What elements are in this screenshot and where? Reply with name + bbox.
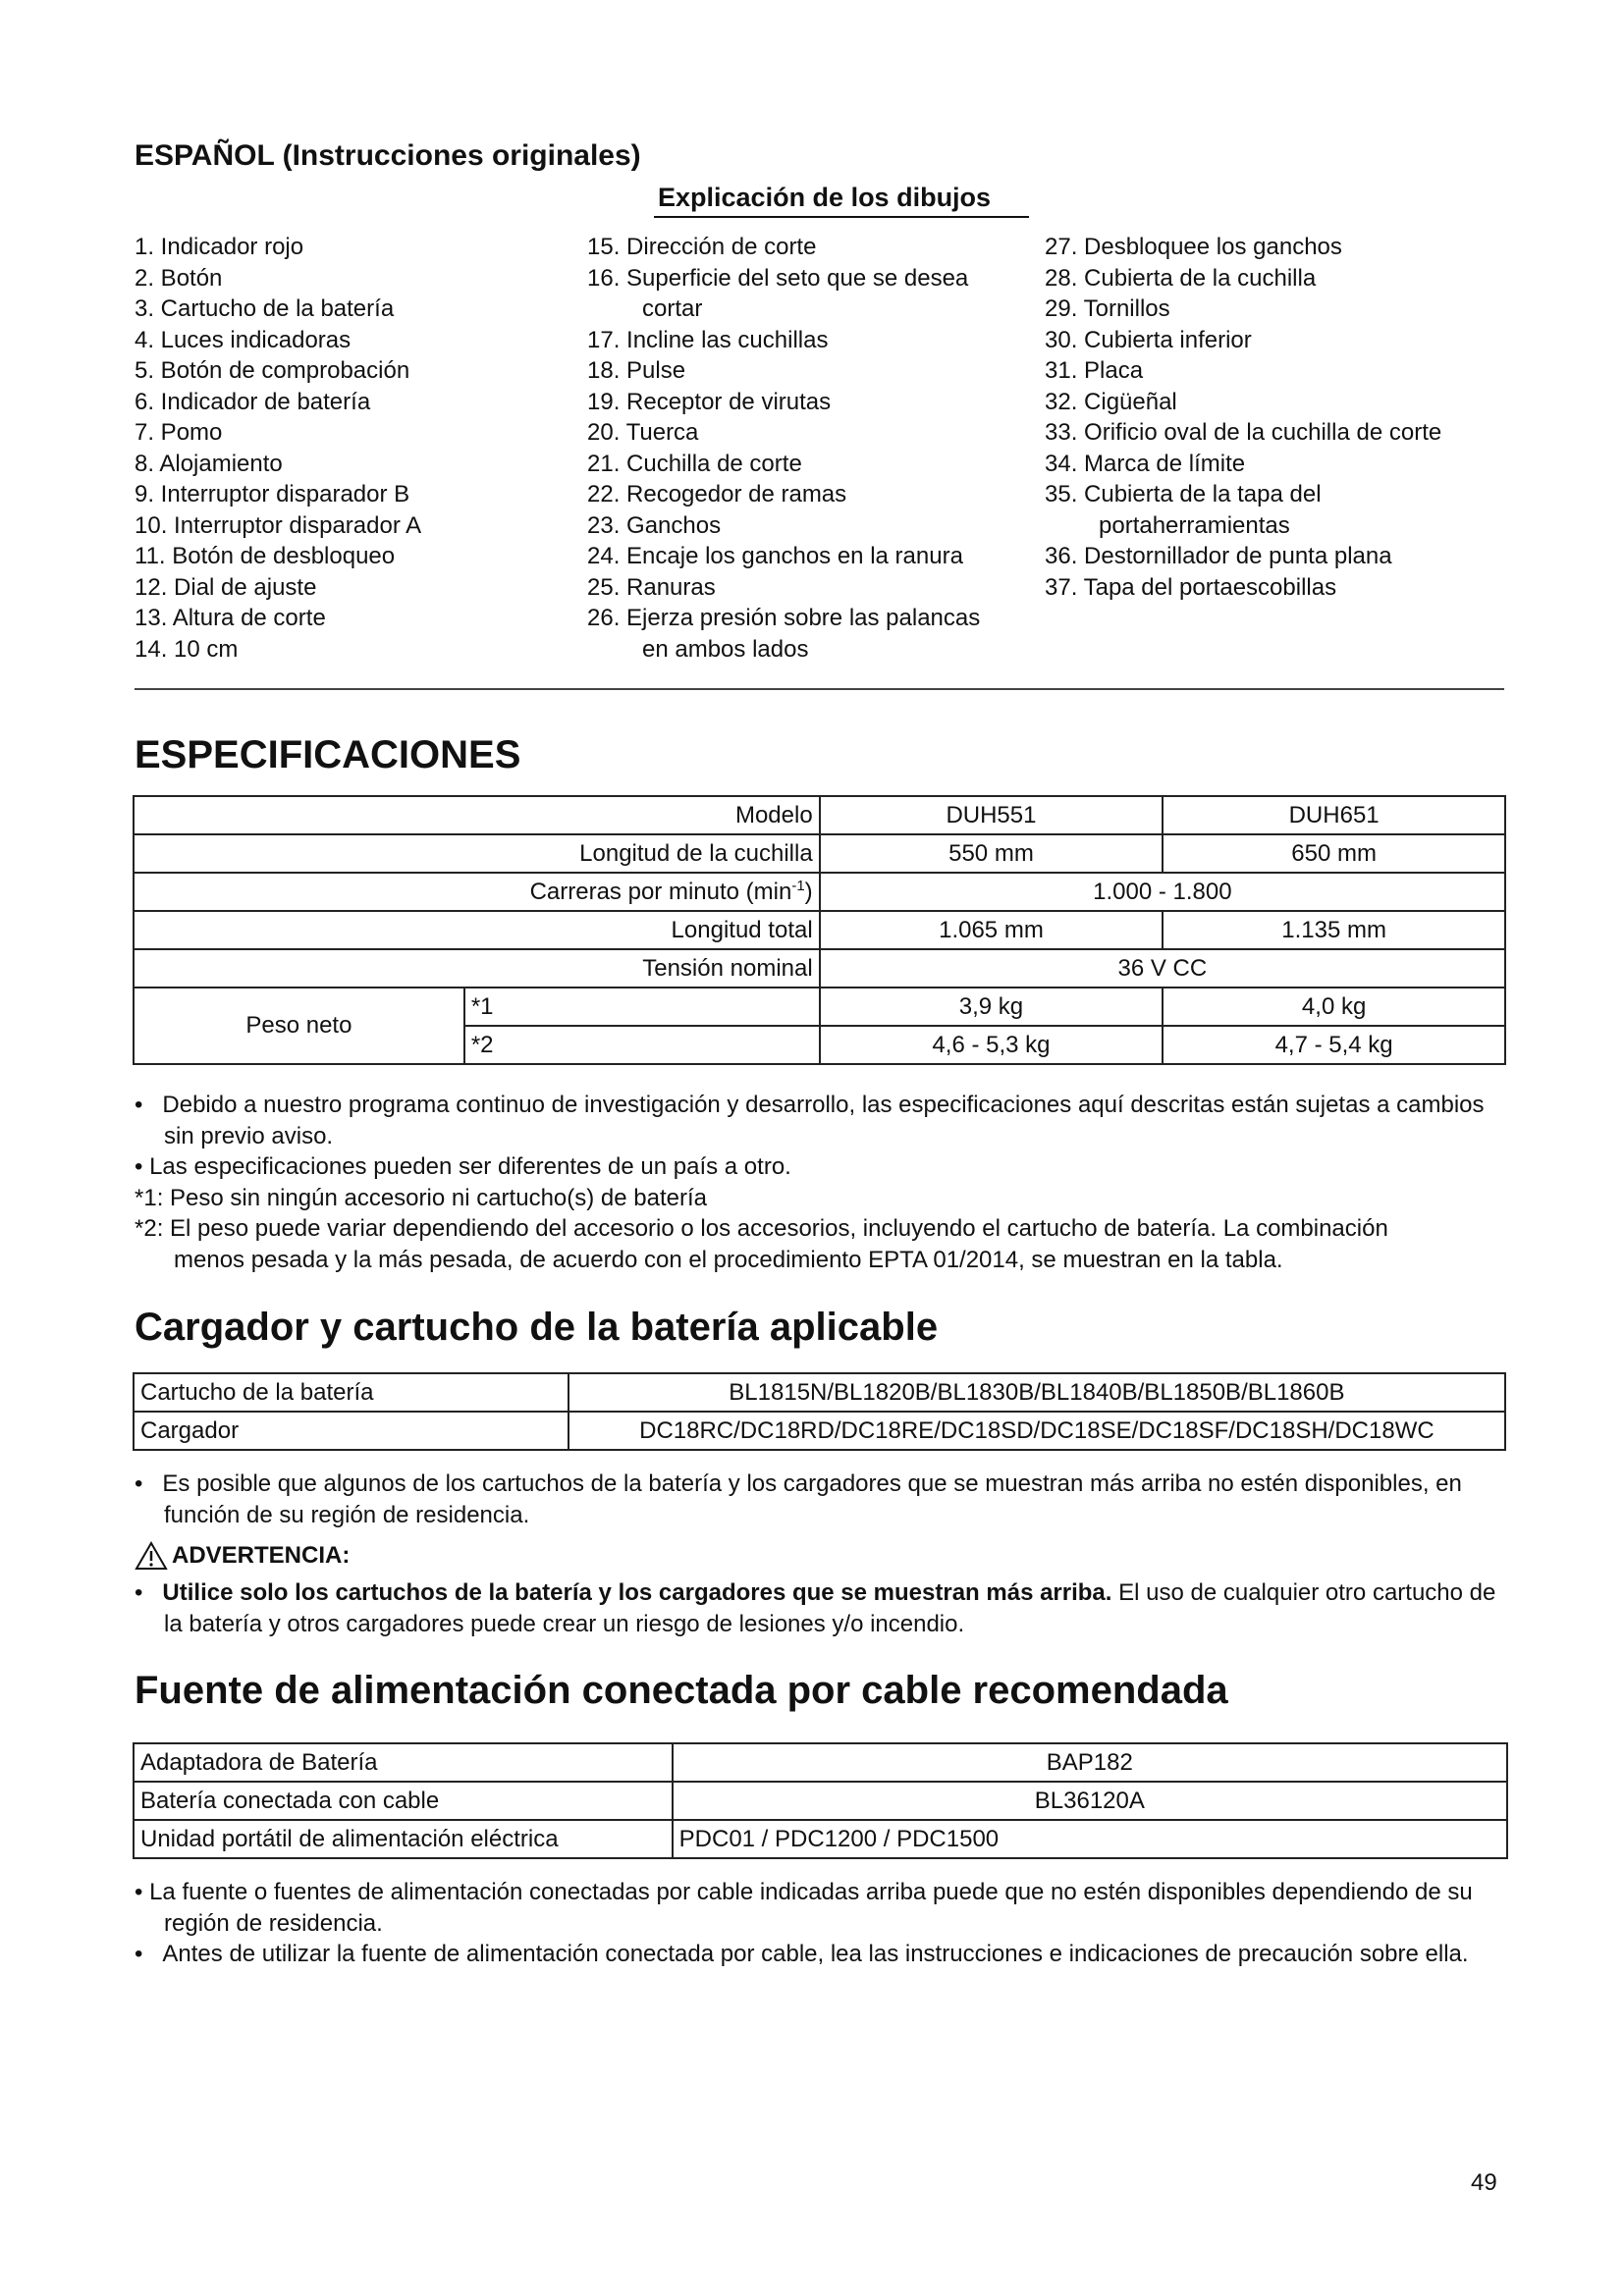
warning-triangle-icon: [135, 1541, 168, 1571]
note-text: La fuente o fuentes de alimentación conectadas por cable indicadas arriba puede que no estén disponibles dependiendo de su región de residencia.: [149, 1879, 1473, 1937]
legend-item: 1. Indicador rojo: [135, 234, 304, 260]
strokes-label: Carreras por minuto (min: [529, 879, 792, 905]
legend-item-continuation: cortar: [642, 295, 703, 322]
table-cell: Tensión nominal: [134, 949, 820, 988]
legend-item: 26. Ejerza presión sobre las palancas: [587, 605, 981, 631]
legend-item: 34. Marca de límite: [1045, 450, 1246, 477]
legend-item: 31. Placa: [1045, 357, 1144, 384]
strokes-label-end: ): [804, 879, 813, 905]
legend-item: 7. Pomo: [135, 419, 223, 446]
table-cell: 4,6 - 5,3 kg: [820, 1026, 1164, 1064]
table-cell: DC18RC/DC18RD/DC18RE/DC18SD/DC18SE/DC18SF/DC18SH/DC18WC: [568, 1412, 1505, 1450]
legend-item: 30. Cubierta inferior: [1045, 326, 1252, 353]
drawings-title: Explicación de los dibujos: [658, 183, 992, 212]
table-row: [134, 949, 1505, 988]
legend-item: 10. Interruptor disparador A: [135, 511, 422, 539]
table-cell: Modelo: [134, 796, 820, 834]
page-number: 49: [1471, 2169, 1497, 2196]
table-cell: Cargador: [134, 1412, 568, 1450]
table-cell: Peso neto: [134, 988, 464, 1064]
table-cell: 3,9 kg: [820, 988, 1164, 1026]
charger-table: [133, 1372, 1506, 1451]
note-item: • Debido a nuestro programa continuo de investigación y desarrollo, las especificaciones aquí descritas están sujetas a cambios sin previo aviso.: [135, 1092, 1485, 1149]
warning-title: ADVERTENCIA:: [172, 1542, 351, 1569]
table-row: [134, 1743, 1507, 1782]
legend-column-2: [587, 232, 980, 665]
legend-item: 9. Interruptor disparador B: [135, 481, 410, 507]
legend-item: 37. Tapa del portaescobillas: [1045, 573, 1337, 601]
legend-item-continuation: en ambos lados: [642, 635, 809, 663]
table-row: [134, 834, 1505, 873]
language-title: ESPAÑOL (Instrucciones originales): [135, 139, 641, 172]
legend-item: 18. Pulse: [587, 357, 686, 384]
legend-item: 27. Desbloquee los ganchos: [1045, 234, 1342, 260]
table-cell: 650 mm: [1163, 834, 1505, 873]
legend-item: 32. Cigüeñal: [1045, 388, 1177, 415]
charger-title: Cargador y cartucho de la batería aplicable: [135, 1306, 939, 1349]
legend-item-continuation: portaherramientas: [1099, 511, 1290, 539]
note-text: Las especificaciones pueden ser diferentes de un país a otro.: [149, 1153, 791, 1180]
legend-item: 28. Cubierta de la cuchilla: [1045, 264, 1317, 292]
legend-item: 17. Incline las cuchillas: [587, 326, 829, 353]
table-cell: Unidad portátil de alimentación eléctrica: [134, 1820, 673, 1858]
legend-item: 16. Superficie del seto que se desea: [587, 264, 969, 292]
table-cell: 1.065 mm: [820, 911, 1164, 949]
legend-item: 19. Receptor de virutas: [587, 388, 832, 415]
table-cell: *1: [464, 988, 820, 1026]
table-cell: 550 mm: [820, 834, 1164, 873]
note-item: *1: Peso sin ningún accesorio ni cartucho(s) de batería: [135, 1184, 707, 1211]
spec-notes: [135, 1090, 1509, 1275]
warning-bold: Utilice solo los cartuchos de la batería y los cargadores que se muestran más arriba.: [162, 1579, 1112, 1606]
specs-title: ESPECIFICACIONES: [135, 733, 521, 776]
legend-column-1: [135, 232, 421, 665]
legend-item: 33. Orificio oval de la cuchilla de corte: [1045, 419, 1442, 446]
charger-notes: [135, 1468, 1509, 1530]
legend-item: 3. Cartucho de la batería: [135, 295, 395, 322]
note-item: • Las especificaciones pueden ser diferentes de un país a otro.: [135, 1153, 791, 1180]
table-cell: Batería conectada con cable: [134, 1782, 673, 1820]
table-cell: DUH651: [1163, 796, 1505, 834]
legend-item: 14. 10 cm: [135, 635, 239, 663]
table-cell: DUH551: [820, 796, 1164, 834]
table-row: [134, 1373, 1505, 1412]
legend-item: 8. Alojamiento: [135, 450, 283, 477]
title-underline: [654, 216, 1029, 218]
table-row: [134, 1820, 1507, 1858]
legend-item: 4. Luces indicadoras: [135, 326, 352, 353]
legend-item: 6. Indicador de batería: [135, 388, 371, 415]
legend-item: 23. Ganchos: [587, 511, 722, 539]
table-row: [134, 1782, 1507, 1820]
table-row: [134, 988, 1505, 1026]
legend-item: 12. Dial de ajuste: [135, 573, 317, 601]
legend-item: 25. Ranuras: [587, 573, 716, 601]
legend-item: 21. Cuchilla de corte: [587, 450, 802, 477]
warning-notes: [135, 1577, 1509, 1639]
strokes-superscript: -1: [791, 878, 805, 894]
note-item-continuation: menos pesada y la más pesada, de acuerdo con el procedimiento EPTA 01/2014, se muestran en la tabla.: [174, 1246, 1283, 1273]
note-item: • Antes de utilizar la fuente de alimentación conectada por cable, lea las instrucciones e indicaciones de precaución sobre ella.: [135, 1941, 1469, 1967]
legend-item: 13. Altura de corte: [135, 605, 326, 631]
note-item: • La fuente o fuentes de alimentación conectadas por cable indicadas arriba puede que no estén disponibles dependiendo de su región de residencia.: [135, 1879, 1473, 1937]
legend-item: 35. Cubierta de la tapa del: [1045, 481, 1322, 507]
table-row: [134, 1412, 1505, 1450]
legend-column-3: [1045, 232, 1441, 603]
section-divider: [135, 688, 1504, 690]
legend-item: 15. Dirección de corte: [587, 234, 817, 260]
table-cell: BL36120A: [673, 1782, 1507, 1820]
table-cell: *2: [464, 1026, 820, 1064]
table-cell: 4,7 - 5,4 kg: [1163, 1026, 1505, 1064]
table-cell: Adaptadora de Batería: [134, 1743, 673, 1782]
table-cell: 1.000 - 1.800: [820, 873, 1505, 911]
table-row: [134, 796, 1505, 834]
table-row: [134, 873, 1505, 911]
note-text: Es posible que algunos de los cartuchos de la batería y los cargadores que se muestran más arriba no estén disponibles, en función de su región de residencia.: [162, 1470, 1462, 1528]
table-cell: 36 V CC: [820, 949, 1505, 988]
note-text: Antes de utilizar la fuente de alimentación conectada por cable, lea las instrucciones e indicaciones de precaución sobre ella.: [162, 1941, 1469, 1967]
legend-item: 5. Botón de comprobación: [135, 357, 410, 384]
table-cell: Longitud de la cuchilla: [134, 834, 820, 873]
legend-item: 11. Botón de desbloqueo: [135, 543, 396, 569]
warning-heading: [135, 1541, 350, 1571]
power-notes: [135, 1877, 1509, 1970]
legend-item: 20. Tuerca: [587, 419, 699, 446]
note-item: • Utilice solo los cartuchos de la batería y los cargadores que se muestran más arriba. El uso de cualquier otro cartucho de la batería y otros cargadores puede crear un riesgo de lesiones y/o incendio.: [135, 1579, 1496, 1637]
table-cell: BAP182: [673, 1743, 1507, 1782]
note-item: • Es posible que algunos de los cartuchos de la batería y los cargadores que se muestran más arriba no estén disponibles, en función de su región de residencia.: [135, 1470, 1462, 1528]
power-title: Fuente de alimentación conectada por cable recomendada: [135, 1669, 1228, 1712]
table-cell: 4,0 kg: [1163, 988, 1505, 1026]
table-cell: 1.135 mm: [1163, 911, 1505, 949]
legend-item: 2. Botón: [135, 264, 223, 292]
table-cell: [134, 873, 820, 911]
specs-table: [133, 795, 1506, 1065]
legend-item: 24. Encaje los ganchos en la ranura: [587, 543, 963, 569]
table-row: [134, 911, 1505, 949]
legend-item: 22. Recogedor de ramas: [587, 481, 847, 507]
legend-item: 29. Tornillos: [1045, 295, 1170, 322]
note-item: *2: El peso puede variar dependiendo del accesorio o los accesorios, incluyendo el cartucho de batería. La combinación: [135, 1215, 1388, 1242]
warning-text: El uso de cualquier otro cartucho de la batería y otros cargadores puede crear un riesgo de lesiones y/o incendio.: [164, 1579, 1496, 1637]
table-cell: PDC01 / PDC1200 / PDC1500: [673, 1820, 1507, 1858]
power-table: [133, 1742, 1508, 1859]
table-cell: BL1815N/BL1820B/BL1830B/BL1840B/BL1850B/BL1860B: [568, 1373, 1505, 1412]
legend-item: 36. Destornillador de punta plana: [1045, 543, 1392, 569]
table-cell: Longitud total: [134, 911, 820, 949]
note-text: Debido a nuestro programa continuo de investigación y desarrollo, las especificaciones aquí descritas están sujetas a cambios sin previo aviso.: [162, 1092, 1485, 1149]
table-cell: Cartucho de la batería: [134, 1373, 568, 1412]
